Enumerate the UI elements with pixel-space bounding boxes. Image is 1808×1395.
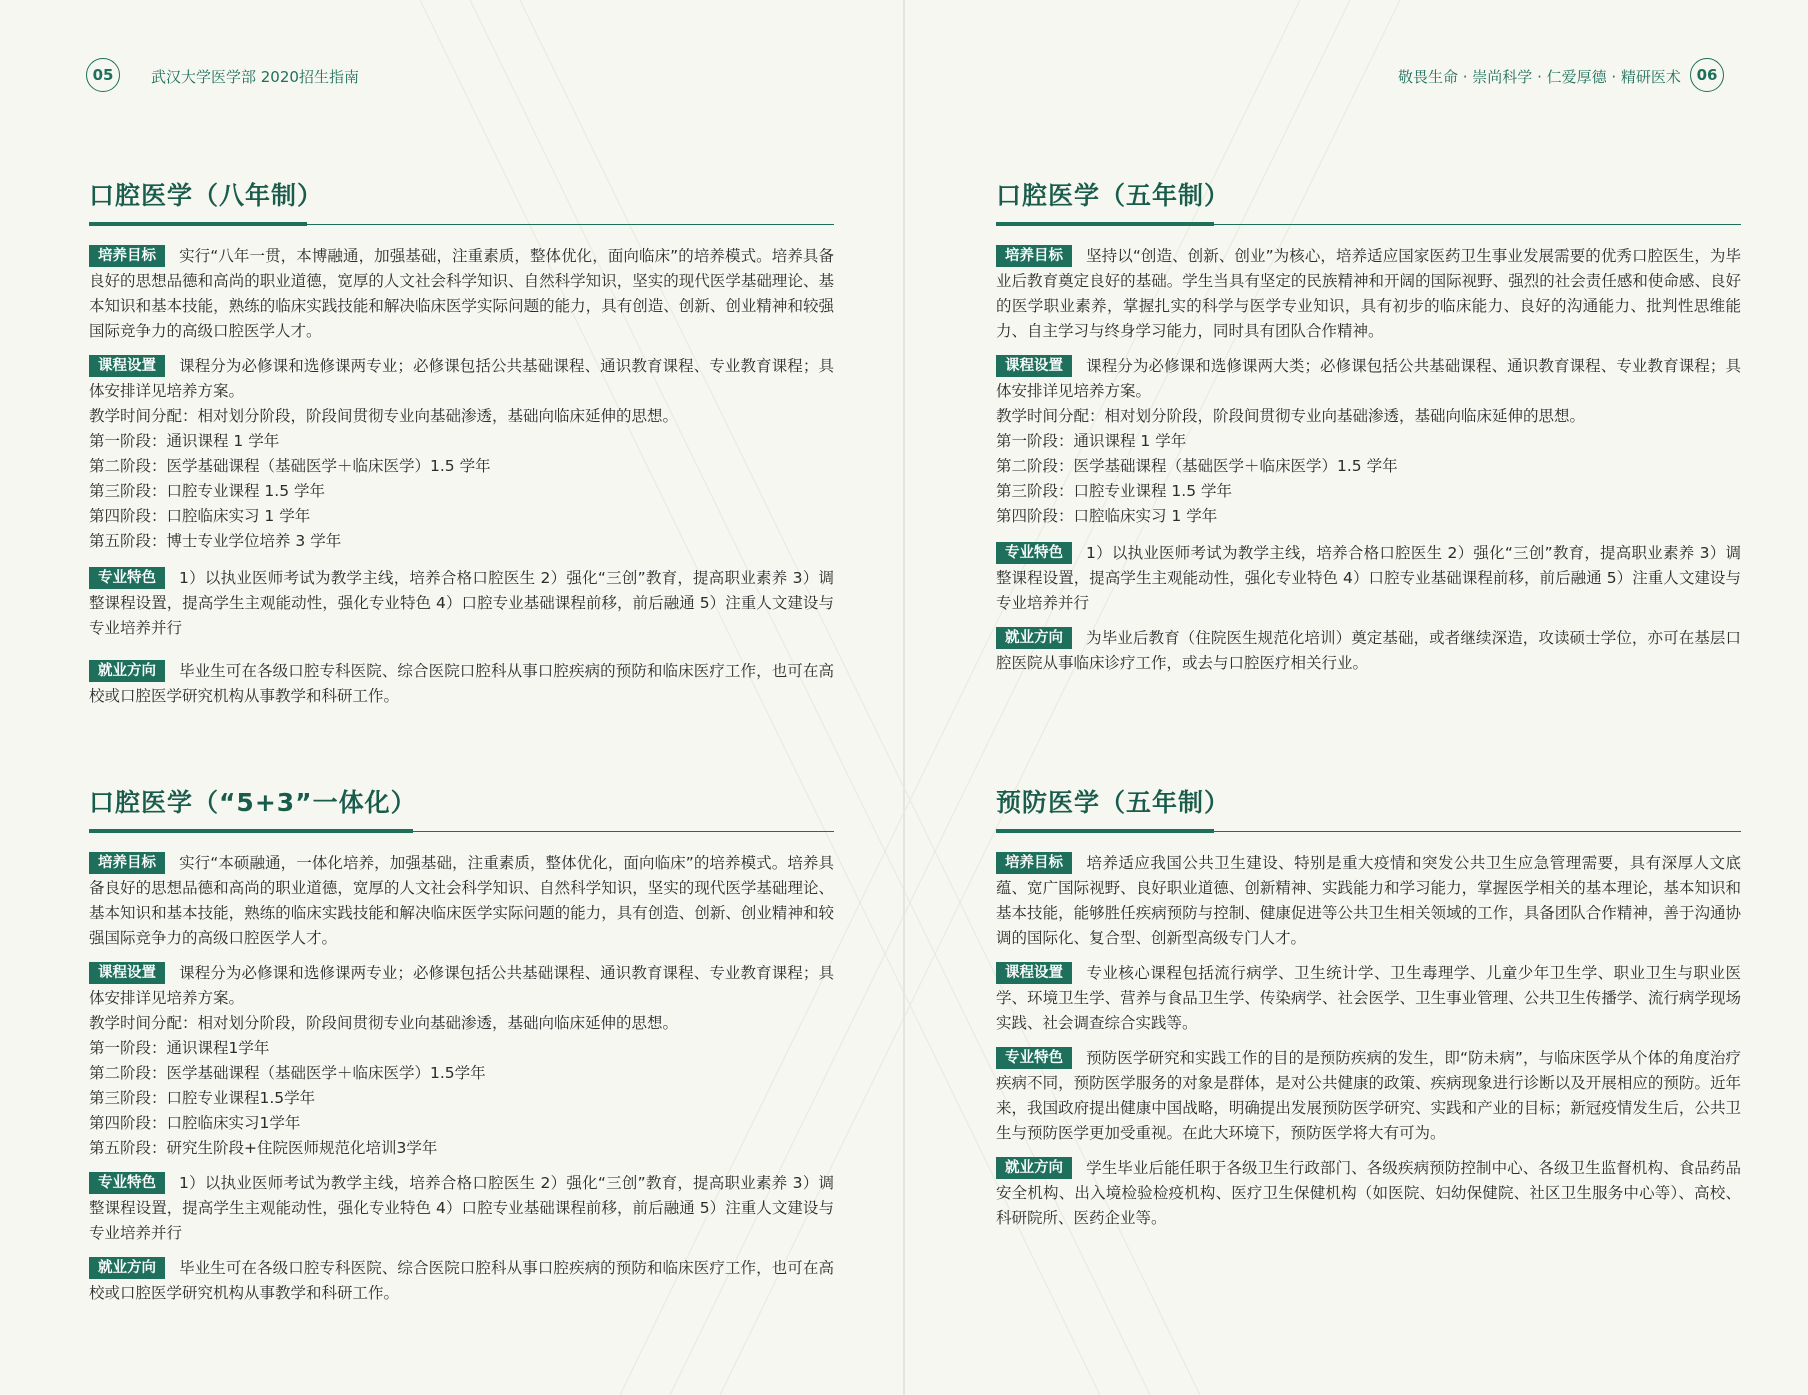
feature-block bbox=[996, 1046, 1741, 1146]
course-tag: 课程设置 bbox=[996, 962, 1072, 984]
career-tag: 就业方向 bbox=[996, 627, 1072, 649]
schedule-line: 第四阶段：口腔临床实习 1 学年 bbox=[996, 507, 1218, 525]
section-rule bbox=[996, 222, 1741, 226]
section-oral-8yr bbox=[89, 176, 834, 719]
career-block bbox=[996, 1156, 1741, 1231]
left-page-number: 05 bbox=[86, 58, 120, 92]
section-rule bbox=[89, 829, 834, 833]
course-text: 课程分为必修课和选修课两专业；必修课包括公共基础课程、通识教育课程、专业教育课程；具体安排详见培养方案。 bbox=[89, 964, 834, 1007]
section-rule bbox=[89, 222, 834, 226]
schedule-line: 教学时间分配：相对划分阶段，阶段间贯彻专业向基础渗透，基础向临床延伸的思想。 bbox=[89, 1014, 679, 1032]
goal-text: 实行“八年一贯，本博融通，加强基础，注重素质，整体优化，面向临床”的培养模式。培养具备良好的思想品德和高尚的职业道德，宽厚的人文社会科学知识、自然科学知识，坚实的现代医学基础理论、基本知识和基本技能，熟练的临床实践技能和解决临床医学实际问题的能力，具有创造、创新、创业精神和较强国际竞争力的高级口腔医学人才。 bbox=[89, 247, 834, 340]
section-preventive-5yr bbox=[996, 783, 1741, 1241]
goal-tag: 培养目标 bbox=[996, 852, 1072, 874]
career-text: 毕业生可在各级口腔专科医院、综合医院口腔科从事口腔疾病的预防和临床医疗工作，也可在高校或口腔医学研究机构从事教学和科研工作。 bbox=[89, 662, 834, 705]
course-text: 课程分为必修课和选修课两专业；必修课包括公共基础课程、通识教育课程、专业教育课程；具体安排详见培养方案。 bbox=[89, 357, 834, 400]
section-title: 口腔医学（五年制） bbox=[996, 181, 1231, 210]
course-block bbox=[996, 961, 1741, 1036]
schedule-line: 第一阶段：通识课程1学年 bbox=[89, 1039, 270, 1057]
feature-text: 1）以执业医师考试为教学主线，培养合格口腔医生 2）强化“三创”教育，提高职业素养 3）调整课程设置，提高学生主观能动性，强化专业特色 4）口腔专业基础课程前移，前后融通 5）注重人文建设与专业培养并行 bbox=[996, 544, 1741, 612]
schedule-line: 第一阶段：通识课程 1 学年 bbox=[996, 432, 1187, 450]
header-title: 武汉大学医学部 2020招生指南 bbox=[151, 68, 359, 86]
schedule-line: 第一阶段：通识课程 1 学年 bbox=[89, 432, 280, 450]
goal-block bbox=[89, 244, 834, 344]
section-title: 预防医学（五年制） bbox=[996, 788, 1231, 817]
course-text: 课程分为必修课和选修课两大类；必修课包括公共基础课程、通识教育课程、专业教育课程；具体安排详见培养方案。 bbox=[996, 357, 1741, 400]
schedule-line: 第五阶段：博士专业学位培养 3 学年 bbox=[89, 532, 342, 550]
schedule-line: 第五阶段：研究生阶段+住院医师规范化培训3学年 bbox=[89, 1139, 438, 1157]
career-text: 为毕业后教育（住院医生规范化培训）奠定基础，或者继续深造，攻读硕士学位，亦可在基层口腔医院从事临床诊疗工作，或去与口腔医疗相关行业。 bbox=[996, 629, 1741, 672]
goal-block bbox=[89, 851, 834, 951]
course-tag: 课程设置 bbox=[89, 355, 165, 377]
career-block bbox=[89, 1256, 834, 1306]
goal-text: 坚持以“创造、创新、创业”为核心，培养适应国家医药卫生事业发展需要的优秀口腔医生，为毕业后教育奠定良好的基础。学生当具有坚定的民族精神和开阔的国际视野、强烈的社会责任感和使命感、良好的医学职业素养，掌握扎实的科学与医学专业知识，具有初步的临床能力、良好的沟通能力、批判性思维能力、自主学习与终身学习能力，同时具有团队合作精神。 bbox=[996, 247, 1741, 340]
section-oral-5plus3 bbox=[89, 783, 834, 1316]
course-text: 专业核心课程包括流行病学、卫生统计学、卫生毒理学、儿童少年卫生学、职业卫生与职业医学、环境卫生学、营养与食品卫生学、传染病学、社会医学、卫生事业管理、公共卫生传播学、流行病学现场实践、社会调查综合实践等。 bbox=[996, 964, 1741, 1032]
course-tag: 课程设置 bbox=[89, 962, 165, 984]
course-block bbox=[996, 354, 1741, 529]
feature-text: 预防医学研究和实践工作的目的是预防疾病的发生，即“防未病”，与临床医学从个体的角度治疗疾病不同，预防医学服务的对象是群体，是对公共健康的政策、疾病现象进行诊断以及开展相应的预防。近年来，我国政府提出健康中国战略，明确提出发展预防医学研究、实践和产业的目标；新冠疫情发生后，公共卫生与预防医学更加受重视。在此大环境下，预防医学将大有可为。 bbox=[996, 1049, 1741, 1142]
goal-tag: 培养目标 bbox=[89, 245, 165, 267]
schedule-line: 第四阶段：口腔临床实习1学年 bbox=[89, 1114, 301, 1132]
career-block bbox=[996, 626, 1741, 676]
right-page-number: 06 bbox=[1690, 58, 1724, 92]
schedule-line: 教学时间分配：相对划分阶段，阶段间贯彻专业向基础渗透，基础向临床延伸的思想。 bbox=[996, 407, 1586, 425]
goal-block bbox=[996, 851, 1741, 951]
career-block bbox=[89, 659, 834, 709]
career-text: 毕业生可在各级口腔专科医院、综合医院口腔科从事口腔疾病的预防和临床医疗工作，也可在高校或口腔医学研究机构从事教学和科研工作。 bbox=[89, 1259, 834, 1302]
feature-block bbox=[996, 541, 1741, 616]
header-motto: 敬畏生命 · 崇尚科学 · 仁爱厚德 · 精研医术 bbox=[1398, 68, 1681, 86]
schedule-line: 第二阶段：医学基础课程（基础医学＋临床医学）1.5 学年 bbox=[89, 457, 491, 475]
section-title: 口腔医学（八年制） bbox=[89, 181, 324, 210]
feature-tag: 专业特色 bbox=[89, 1172, 165, 1194]
career-tag: 就业方向 bbox=[89, 1257, 165, 1279]
schedule-line: 第三阶段：口腔专业课程1.5学年 bbox=[89, 1089, 316, 1107]
feature-tag: 专业特色 bbox=[89, 567, 165, 589]
goal-text: 培养适应我国公共卫生建设、特别是重大疫情和突发公共卫生应急管理需要，具有深厚人文底蕴、宽广国际视野、良好职业道德、创新精神、实践能力和学习能力，掌握医学相关的基本理论，基本知识和基本技能，能够胜任疾病预防与控制、健康促进等公共卫生相关领域的工作，具备团队合作精神，善于沟通协调的国际化、复合型、创新型高级专门人才。 bbox=[996, 854, 1741, 947]
feature-text: 1）以执业医师考试为教学主线，培养合格口腔医生 2）强化“三创”教育，提高职业素养 3）调整课程设置，提高学生主观能动性，强化专业特色 4）口腔专业基础课程前移，前后融通 5）注重人文建设与专业培养并行 bbox=[89, 569, 834, 637]
course-block bbox=[89, 354, 834, 554]
course-block bbox=[89, 961, 834, 1161]
career-tag: 就业方向 bbox=[996, 1157, 1072, 1179]
schedule-line: 第三阶段：口腔专业课程 1.5 学年 bbox=[996, 482, 1233, 500]
feature-text: 1）以执业医师考试为教学主线，培养合格口腔医生 2）强化“三创”教育，提高职业素养 3）调整课程设置，提高学生主观能动性，强化专业特色 4）口腔专业基础课程前移，前后融通 5）注重人文建设与专业培养并行 bbox=[89, 1174, 834, 1242]
course-tag: 课程设置 bbox=[996, 355, 1072, 377]
career-text: 学生毕业后能任职于各级卫生行政部门、各级疾病预防控制中心、各级卫生监督机构、食品药品安全机构、出入境检验检疫机构、医疗卫生保健机构（如医院、妇幼保健院、社区卫生服务中心等）、高校、科研院所、医药企业等。 bbox=[996, 1159, 1741, 1227]
feature-tag: 专业特色 bbox=[996, 542, 1072, 564]
schedule-line: 教学时间分配：相对划分阶段，阶段间贯彻专业向基础渗透，基础向临床延伸的思想。 bbox=[89, 407, 679, 425]
schedule-line: 第二阶段：医学基础课程（基础医学＋临床医学）1.5学年 bbox=[89, 1064, 486, 1082]
career-tag: 就业方向 bbox=[89, 660, 165, 682]
section-oral-5yr bbox=[996, 176, 1741, 686]
schedule-line: 第三阶段：口腔专业课程 1.5 学年 bbox=[89, 482, 326, 500]
feature-tag: 专业特色 bbox=[996, 1047, 1072, 1069]
schedule-line: 第四阶段：口腔临床实习 1 学年 bbox=[89, 507, 311, 525]
goal-block bbox=[996, 244, 1741, 344]
goal-text: 实行“本硕融通，一体化培养，加强基础，注重素质，整体优化，面向临床”的培养模式。培养具备良好的思想品德和高尚的职业道德，宽厚的人文社会科学知识、自然科学知识，坚实的现代医学基础理论、基本知识和基本技能，熟练的临床实践技能和解决临床医学实际问题的能力，具有创造、创新、创业精神和较强国际竞争力的高级口腔医学人才。 bbox=[89, 854, 834, 947]
feature-block bbox=[89, 1171, 834, 1246]
section-title: 口腔医学（“5+3”一体化） bbox=[89, 788, 417, 817]
goal-tag: 培养目标 bbox=[996, 245, 1072, 267]
goal-tag: 培养目标 bbox=[89, 852, 165, 874]
section-rule bbox=[996, 829, 1741, 833]
feature-block bbox=[89, 566, 834, 641]
schedule-line: 第二阶段：医学基础课程（基础医学＋临床医学）1.5 学年 bbox=[996, 457, 1398, 475]
